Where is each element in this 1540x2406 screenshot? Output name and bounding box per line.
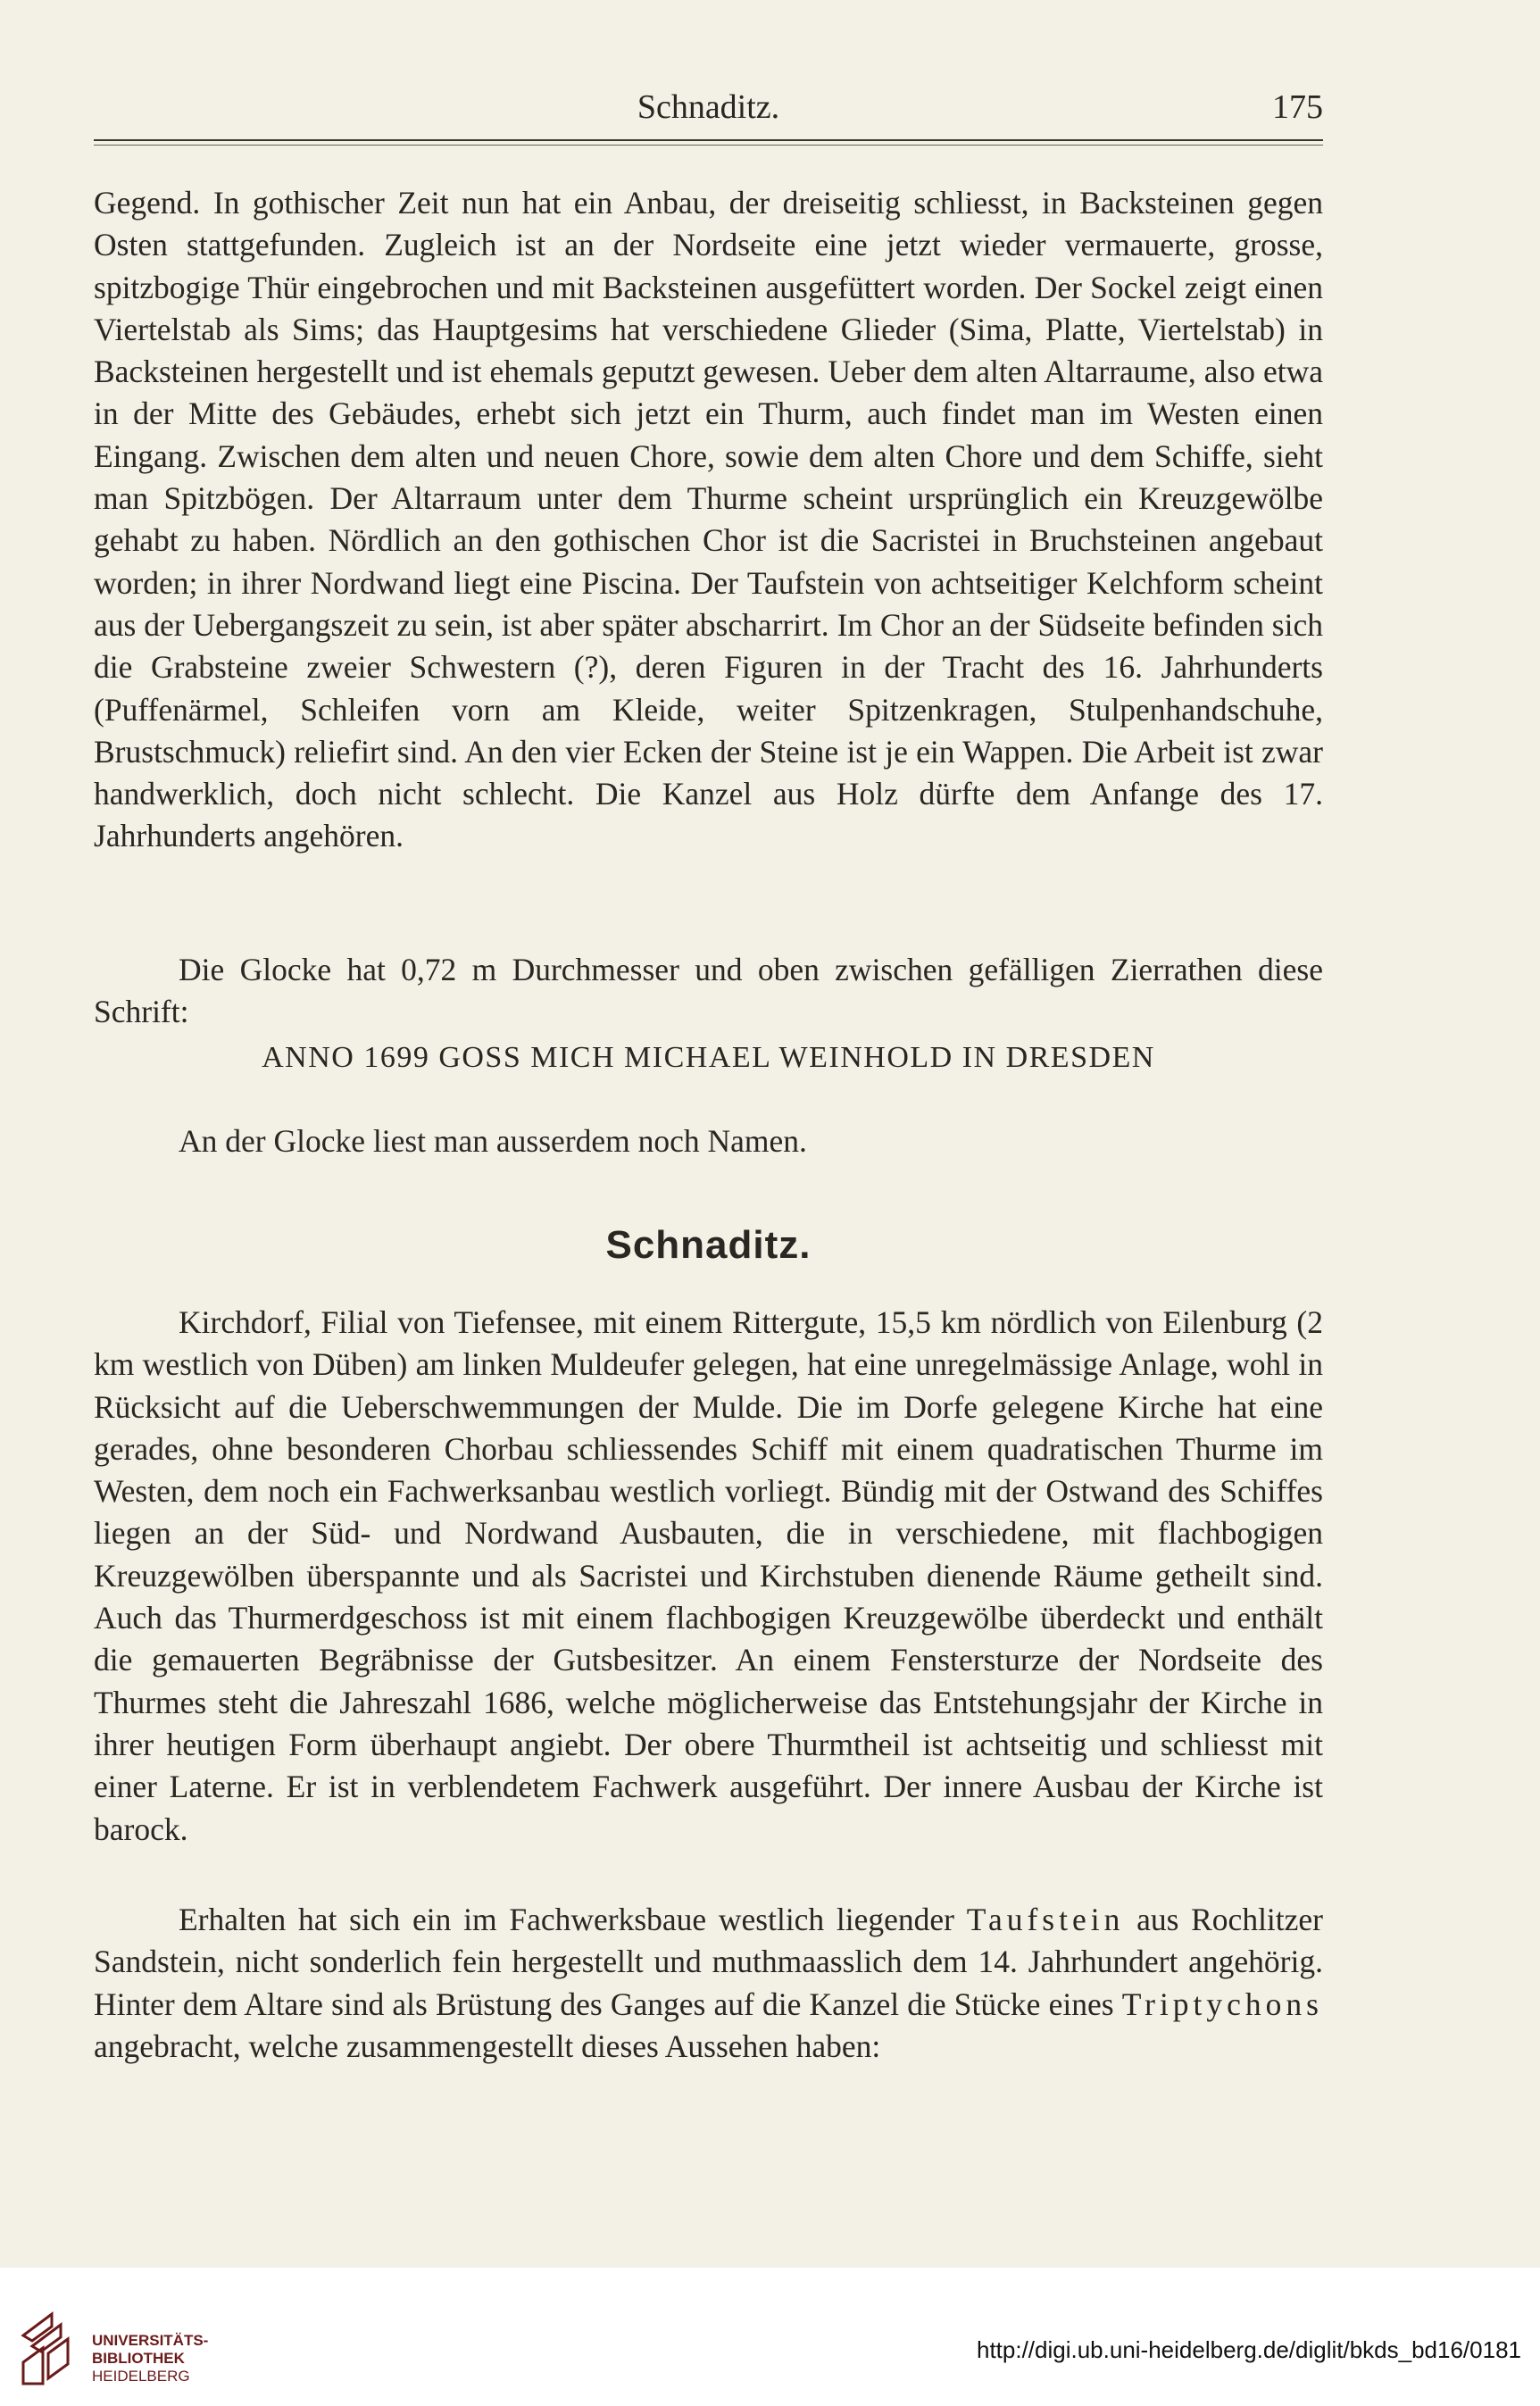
text-run: angebracht, welche zusammengestellt dieses Aussehen haben: xyxy=(94,2027,881,2064)
paragraph-namen: An der Glocke liest man ausserdem noch Namen. xyxy=(179,1123,807,1159)
ub-heidelberg-logo-icon xyxy=(16,2309,79,2389)
bell-inscription: ANNO 1699 GOSS MICH MICHAEL WEINHOLD IN DRESDEN xyxy=(262,1041,1155,1074)
running-head xyxy=(94,87,1323,141)
paragraph-gegend: Gegend. In gothischer Zeit nun hat ein Anbau, der dreiseitig schliesst, in Backsteinen gegen Osten stattgefunden. Zugleich ist an der Nordseite eine jetzt wieder vermauerte, grosse, spitzbogige Thür eingebrochen und mit Backsteinen ausgefüttert worden. Der Sockel zeigt einen Viertelstab als Sims; das Hauptgesims hat verschiedene Glieder (Sima, Platte, Viertelstab) in Backsteinen hergestellt und ist ehemals geputzt gewesen. Ueber dem alten Altarraume, also etwa in der Mitte des Gebäudes, erhebt sich jetzt ein Thurm, auch findet man im Westen einen Eingang. Zwischen dem alten und neuen Chore, sowie dem alten Chore und dem Schiffe, sieht man Spitzbögen. Der Altarraum unter dem Thurme scheint ursprünglich ein Kreuzgewölbe gehabt zu haben. Nördlich an den gothischen Chor ist die Sacristei in Bruchsteinen angebaut worden; in ihrer Nordwand liegt eine Piscina. Der Taufstein von achtseitiger Kelchform scheint aus der Uebergangszeit zu sein, ist aber später abscharrirt. Im Chor an der Südseite befinden sich die Grabsteine zweier Schwestern (?), deren Figuren in der Tracht des 16. Jahrhunderts (Puffenärmel, Schleifen vorn am Kleide, weiter Spitzenkragen, Stulpenhandschuhe, Brustschmuck) reliefirt sind. An den vier Ecken der Steine ist je ein Wappen. Die Arbeit ist zwar handwerklich, doch nicht schlecht. Die Kanzel aus Holz dürfte dem Anfange des 17. Jahrhunderts angehören. xyxy=(94,185,1323,854)
header-rule xyxy=(94,139,1323,141)
library-name xyxy=(92,2332,208,2385)
text-run: Erhalten hat sich ein im Fachwerksbaue westlich liegender xyxy=(179,1902,967,1937)
text-run: aus Rochlitzer Sandstein, nicht sonderlich fein hergestellt und muthmaasslich dem 14. Jahrhundert angehörig. Hinter dem Altare sind als Brüstung des Ganges auf die Kanzel die Stücke eines xyxy=(94,1902,1323,2022)
library-line3: HEIDELBERG xyxy=(92,2368,190,2385)
permalink-url[interactable]: http://digi.ub.uni-heidelberg.de/diglit/bkds_bd16/0181 xyxy=(976,2336,1521,2363)
spaced-term-triptychons: Triptychons xyxy=(1121,1986,1323,2022)
paragraph-kirchdorf: Kirchdorf, Filial von Tiefensee, mit einem Rittergute, 15,5 km nördlich von Eilenburg (2 km westlich von Düben) am linken Muldeufer gelegen, hat eine unregelmässige Anlage, wohl in Rücksicht auf die Ueberschwemmungen der Mulde. Die im Dorfe gelegene Kirche hat eine gerades, ohne besonderen Chorbau schliessendes Schiff mit einem quadratischen Thurme im Westen, dem noch ein Fachwerksanbau westlich vorliegt. Bündig mit der Ostwand des Schiffes liegen an der Süd- und Nordwand Ausbauten, die in verschiedene, mit flachbogigen Kreuzgewölben überspannte und als Sacristei und Kirchstuben dienende Räume getheilt sind. Auch das Thurmerdgeschoss ist mit einem flachbogigen Kreuzgewölbe überdeckt und enthält die gemauerten Begräbnisse der Gutsbesitzer. An einem Fenstersturze der Nordseite des Thurmes steht die Jahreszahl 1686, welche möglicherweise das Entstehungsjahr der Kirche in ihrer heutigen Form überhaupt angiebt. Der obere Thurmtheil ist achtseitig und schliesst mit einer Laterne. Er ist in verblendetem Fachwerk ausgeführt. Der innere Ausbau der Kirche ist barock. xyxy=(94,1304,1323,1847)
spaced-term-taufstein: Taufstein xyxy=(966,1902,1125,1937)
running-title: Schnaditz. xyxy=(637,88,780,126)
section-heading: Schnaditz. xyxy=(605,1223,812,1267)
library-line1: UNIVERSITÄTS- xyxy=(92,2332,209,2349)
header-rule-thin xyxy=(94,145,1323,146)
page-number: 175 xyxy=(1272,88,1323,126)
library-line2: BIBLIOTHEK xyxy=(92,2350,185,2367)
paragraph-taufstein xyxy=(94,1899,1323,2068)
paragraph-glocke: Die Glocke hat 0,72 m Durchmesser und oben zwischen gefälligen Zierrathen diese Schrift: xyxy=(94,952,1323,1030)
